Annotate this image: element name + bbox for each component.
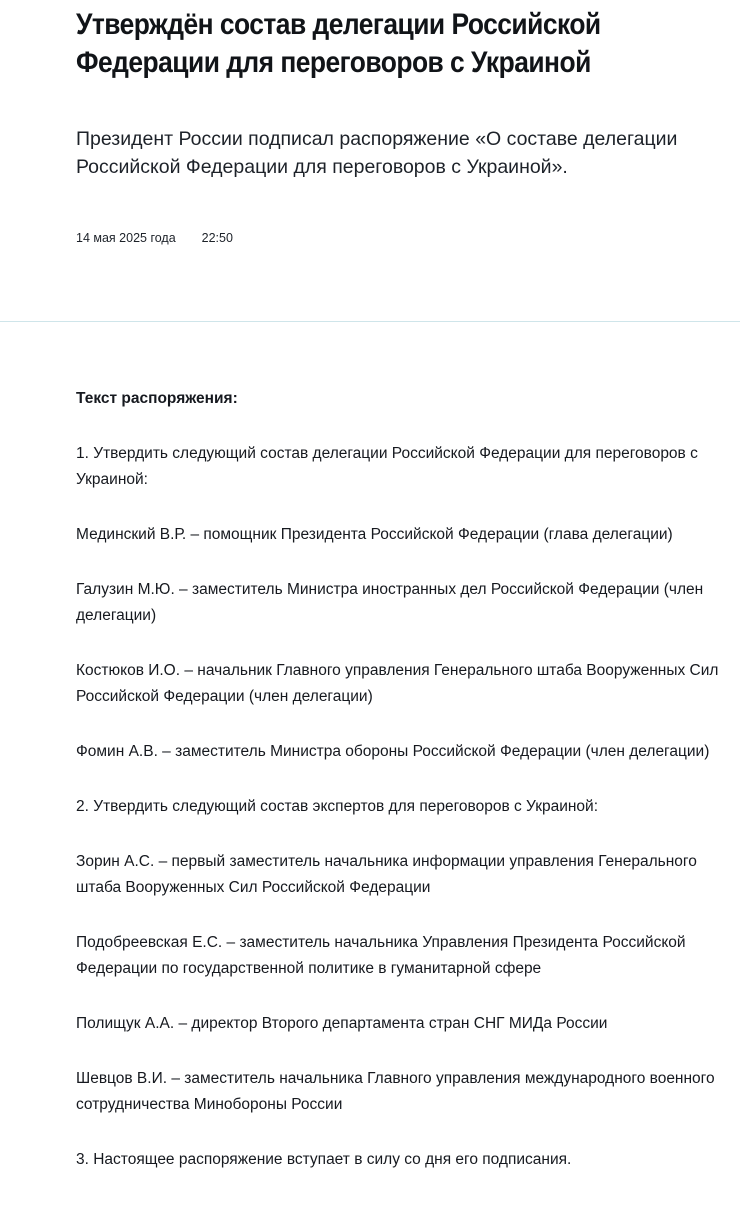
publish-time: 22:50 [201,231,233,245]
body-paragraph: 1. Утвердить следующий состав делегации Российской Федерации для переговоров с Украиной: [76,445,698,488]
article-lead: Президент России подписал распоряжение «О составе делегации Российской Федерации для переговоров с Украиной». [76,128,678,178]
page-title: Утверждён состав делегации Российской Федерации для переговоров с Украиной [76,8,601,79]
body-paragraph: Зорин А.С. – первый заместитель начальника информации управления Генерального штаба Вооруженных Сил Российской Федерации [76,853,697,896]
publish-date: 14 мая 2025 года [76,231,176,245]
body-paragraph: Шевцов В.И. – заместитель начальника Главного управления международного военного сотрудничества Минобороны России [76,1070,715,1113]
body-paragraph: 2. Утвердить следующий состав экспертов для переговоров с Украиной: [76,798,599,815]
body-paragraph: Подобреевская Е.С. – заместитель начальника Управления Президента Российской Федерации по государственной политике в гуманитарной сфере [76,934,686,977]
body-paragraph: Мединский В.Р. – помощник Президента Российской Федерации (глава делегации) [76,526,673,543]
article-header [0,0,740,322]
body-paragraph: Фомин А.В. – заместитель Министра обороны Российской Федерации (член делегации) [76,743,710,760]
body-paragraph: Костюков И.О. – начальник Главного управления Генерального штаба Вооруженных Сил Российской Федерации (член делегации) [76,662,719,705]
body-paragraph: Полищук А.А. – директор Второго департамента стран СНГ МИДа России [76,1015,608,1032]
body-heading: Текст распоряжения: [76,390,238,407]
article-body [76,386,726,1202]
body-paragraph: Галузин М.Ю. – заместитель Министра иностранных дел Российской Федерации (член делегации) [76,581,704,624]
body-paragraph: 3. Настоящее распоряжение вступает в силу со дня его подписания. [76,1151,572,1168]
header-divider [0,321,740,322]
article-meta [76,230,233,246]
